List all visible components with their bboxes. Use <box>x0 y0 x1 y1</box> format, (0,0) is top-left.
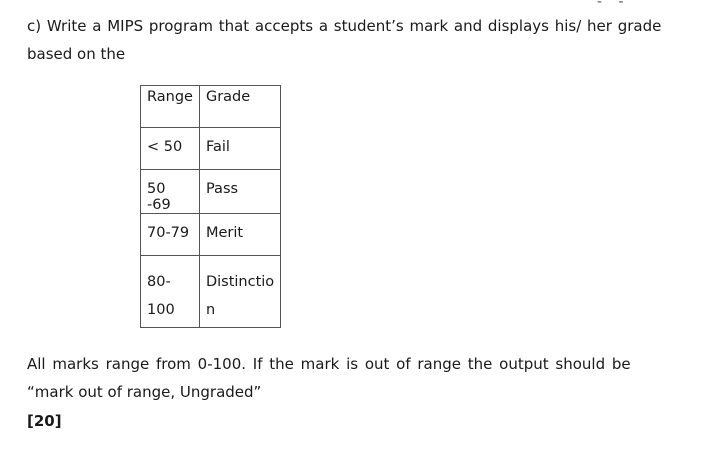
range-text: 70-79 <box>147 225 190 241</box>
grade-text-line-2: n <box>205 302 216 318</box>
corner-marks: - - <box>597 0 630 10</box>
range-text-line-1: 80- <box>147 274 171 290</box>
range-text: 50 -69 <box>147 181 171 213</box>
grade-text: Merit <box>205 225 244 241</box>
table-header-row <box>141 86 281 128</box>
range-cell <box>141 170 200 214</box>
range-cell <box>141 256 200 328</box>
grade-cell <box>199 170 280 214</box>
header-grade: Grade <box>199 86 280 128</box>
header-range: Range <box>141 86 200 128</box>
grade-cell <box>199 256 280 328</box>
grade-table <box>140 85 281 328</box>
instructions-line-2: “mark out of range, Ungraded” <box>27 383 262 401</box>
question-line-1: c) Write a MIPS program that accepts a student’s mark and displays his/ her grade <box>27 17 662 35</box>
grade-text: Fail <box>205 139 230 155</box>
range-cell <box>141 128 200 170</box>
instructions-line-1: All marks range from 0-100. If the mark is out of range the output should be <box>27 355 631 373</box>
table-row <box>141 170 281 214</box>
range-text-line-2: 100 <box>147 302 175 318</box>
grade-cell <box>199 128 280 170</box>
table-row <box>141 256 281 328</box>
range-text: < 50 <box>147 139 183 155</box>
table-row <box>141 128 281 170</box>
grade-text-line-1: Distinctio <box>205 274 275 290</box>
question-line-2: based on the <box>27 45 126 63</box>
grade-text: Pass <box>205 181 239 197</box>
grade-cell <box>199 214 280 256</box>
range-cell <box>141 214 200 256</box>
marks-label: [20] <box>27 412 62 430</box>
table-row <box>141 214 281 256</box>
